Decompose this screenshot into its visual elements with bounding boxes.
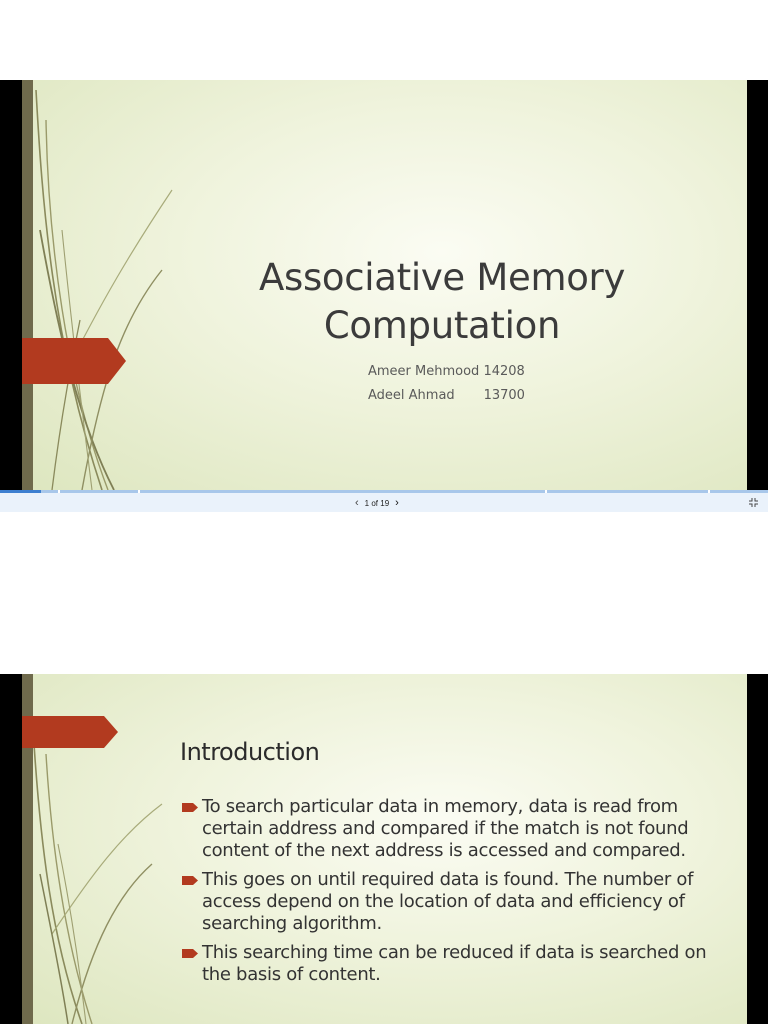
arrow-bullet-icon	[182, 949, 198, 958]
slide-right-border	[747, 674, 768, 1024]
heading-arrow-shape	[22, 716, 118, 748]
slide-1	[0, 80, 768, 490]
progress-fill	[0, 490, 41, 493]
progress-track[interactable]	[0, 490, 768, 493]
slide-viewer-toolbar	[0, 490, 768, 512]
bullet-item	[182, 796, 722, 862]
chevron-left-icon[interactable]: ‹	[355, 497, 359, 509]
chevron-right-icon[interactable]: ›	[395, 497, 399, 509]
arrow-bullet-icon	[182, 803, 198, 812]
bullet-item	[182, 869, 722, 935]
bullet-text: This searching time can be reduced if data is searched on the basis of content.	[202, 942, 707, 985]
slide-2	[0, 674, 768, 1024]
slide-1-title-line-1: Associative Memory	[258, 256, 626, 299]
slide-right-border	[747, 80, 768, 490]
page-navigator	[355, 496, 399, 510]
slide-1-title	[212, 254, 672, 350]
page-indicator: 1 of 19	[364, 498, 390, 508]
bullet-list	[182, 796, 722, 993]
progress-tick	[708, 490, 710, 493]
bullet-text: This goes on until required data is found. The number of access depend on the location of data and efficiency of searching algorithm.	[202, 869, 694, 934]
slide-1-title-line-2: Computation	[323, 304, 561, 347]
arrow-bullet-icon	[182, 876, 198, 885]
author-2: Adeel Ahmad 13700	[368, 388, 525, 403]
progress-tick	[138, 490, 140, 493]
slide-2-canvas	[22, 674, 747, 1024]
title-arrow-shape	[22, 338, 128, 384]
slide-1-canvas	[22, 80, 747, 490]
bullet-text: To search particular data in memory, data is read from certain address and compared if the match is not found content of the next address is accessed and compared.	[202, 796, 689, 861]
fullscreen-icon[interactable]	[749, 498, 758, 507]
progress-tick	[545, 490, 547, 493]
grass-decoration	[22, 80, 222, 490]
slide-2-heading: Introduction	[180, 738, 320, 766]
author-1: Ameer Mehmood 14208	[368, 364, 525, 379]
progress-tick	[58, 490, 60, 493]
bullet-item	[182, 942, 722, 986]
